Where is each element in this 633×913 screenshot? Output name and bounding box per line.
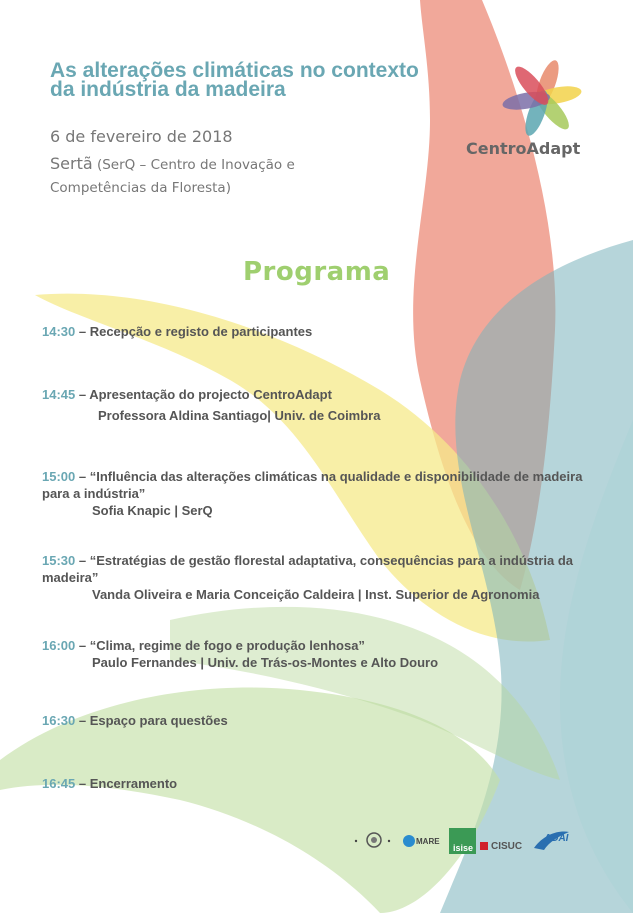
program-title: Programa	[243, 257, 391, 287]
isise-logo-text: isise	[453, 843, 474, 853]
item-time: 14:45	[42, 387, 76, 402]
mare-logo-icon	[403, 835, 415, 847]
item-text: – Recepção e registo de participantes	[75, 324, 313, 339]
centroadapt-logo-text: CentroAdapt	[466, 139, 581, 158]
program-item	[42, 637, 587, 671]
item-text: – Apresentação do projecto CentroAdapt	[75, 387, 332, 402]
program-item	[42, 712, 587, 729]
event-venue	[50, 152, 390, 200]
item-time: 16:45	[42, 776, 76, 791]
item-time: 15:00	[42, 469, 76, 484]
program-item	[42, 386, 587, 424]
cisuc-logo-text: CISUC	[491, 841, 523, 852]
program-item	[42, 552, 587, 603]
dot-icon	[355, 840, 357, 842]
item-time: 16:30	[42, 713, 76, 728]
item-time: 14:30	[42, 324, 76, 339]
item-time: 16:00	[42, 638, 76, 653]
item-text: – “Clima, regime de fogo e produção lenhosa”	[75, 638, 365, 653]
mare-logo-text: MARE	[416, 837, 440, 846]
event-title: As alterações climáticas no contexto da indústria da madeira	[50, 59, 419, 101]
item-text: – “Estratégias de gestão florestal adaptativa, consequências para a indústria da madeira”	[42, 553, 574, 585]
event-date: 6 de fevereiro de 2018	[50, 127, 233, 146]
event-venue-detail: (SerQ – Centro de Inovação e Competências da Floresta)	[50, 157, 295, 196]
item-text: – Encerramento	[75, 776, 178, 791]
cisuc-logo-icon	[480, 842, 488, 850]
item-text: – Espaço para questões	[75, 713, 228, 728]
item-speaker: Sofia Knapic | SerQ	[92, 503, 213, 518]
dot-icon	[388, 840, 390, 842]
item-speaker: Paulo Fernandes | Univ. de Trás-os-Montes e Alto Douro	[92, 655, 439, 670]
item-text: – “Influência das alterações climáticas na qualidade e disponibilidade de madeira para a indústria”	[42, 469, 583, 501]
item-speaker: Professora Aldina Santiago| Univ. de Coimbra	[98, 408, 381, 423]
item-time: 15:30	[42, 553, 76, 568]
program-item	[42, 775, 587, 792]
adai-logo-text: ADAI	[544, 833, 569, 844]
partner-logos	[354, 828, 574, 854]
event-city: Sertã	[50, 154, 93, 173]
item-speaker: Vanda Oliveira e Maria Conceição Caldeira | Inst. Superior de Agronomia	[92, 587, 540, 602]
program-item	[42, 323, 587, 340]
program-item	[42, 468, 587, 519]
centroadapt-flower-icon	[500, 58, 584, 136]
